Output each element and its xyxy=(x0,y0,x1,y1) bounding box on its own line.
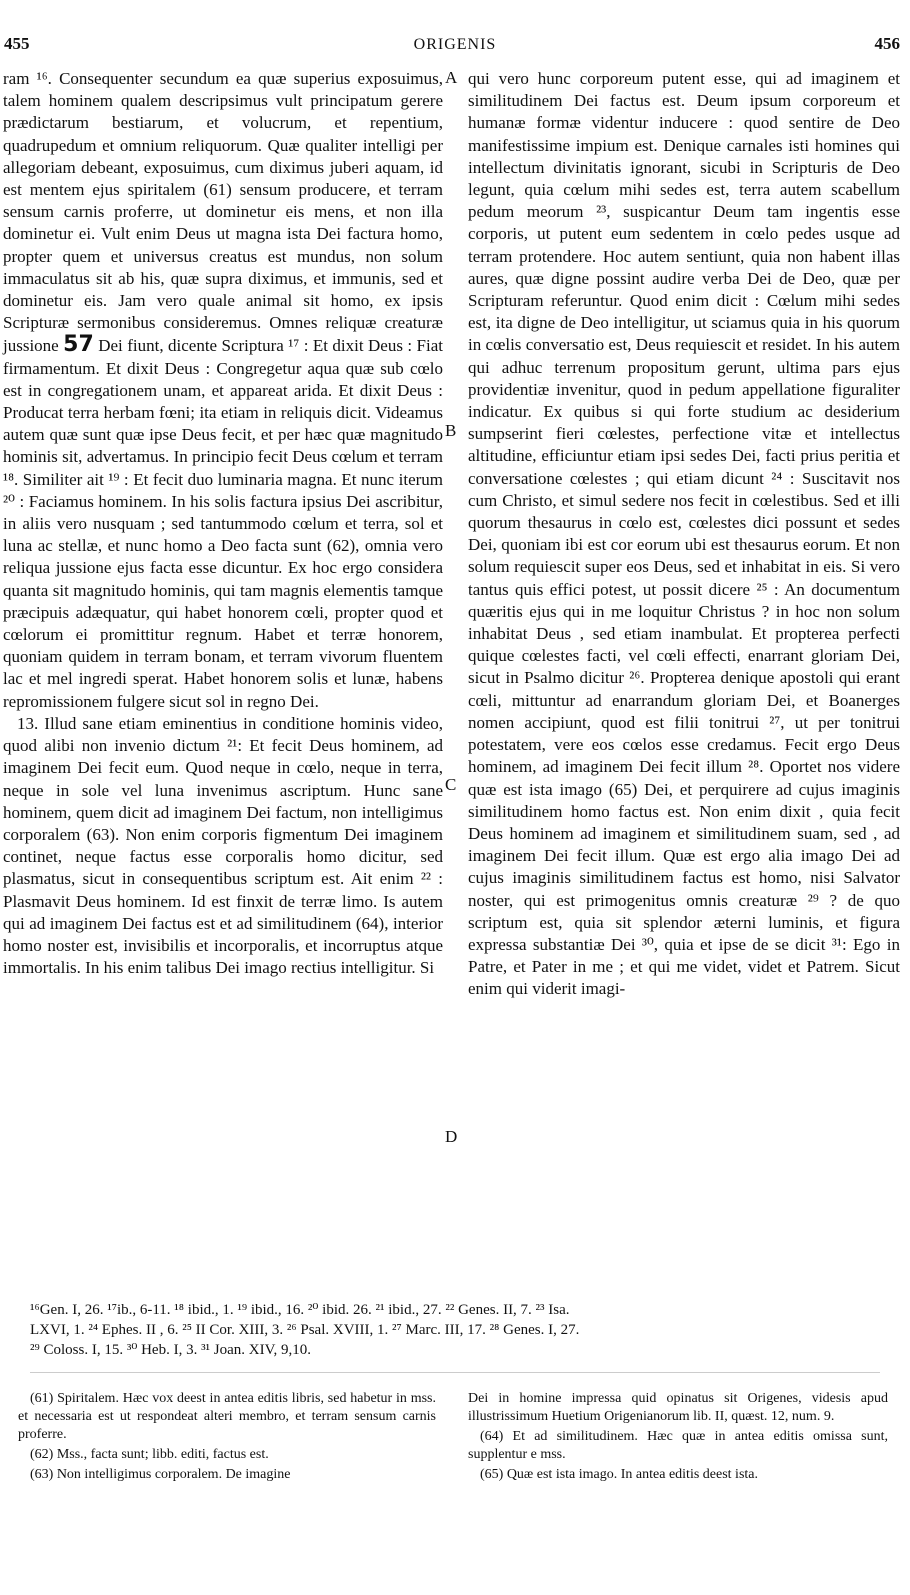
note: (65) Quæ est ista imago. In antea editis deest ista. xyxy=(480,1467,758,1482)
margin-letter-c: C xyxy=(445,775,457,794)
notes-left-column xyxy=(18,1390,436,1486)
notes-right-column xyxy=(468,1390,888,1486)
left-paragraph-2: 13. Illud sane etiam eminentius in conditione hominis video, quod alibi non invenio dictum ²¹: Et fecit Deus hominem, ad imaginem Dei fecit eum. Quod neque in cœlo, neque in terra, neque in sole vel luna invenimus ascriptum. Hunc sane hominem, quem dicit ad imaginem Dei factum, non intelligimus corporalem (63). Non enim corporis figmentum Dei imaginem continet, neque factus esse corporalis homo dicitur, sed plasmatus, sicut in consequentibus scriptum est. Ait enim ²² : Plasmavit Deus hominem. Id est finxit de terræ limo. Is autem qui ad imaginem Dei factus est et ad similitudinem (64), interior homo noster est, invisibilis et incorporalis, et incorruptus atque immortalis. In his enim talibus Dei imago rectius intelligitur. Si xyxy=(3,713,443,978)
right-column xyxy=(468,68,900,1001)
note: (61) Spiritalem. Hæc vox deest in antea editis libris, sed habetur in mss. et necessaria est ut respondeat alteri membro, et terram sensum carnis proferre. xyxy=(18,1391,436,1442)
page-number-right: 456 xyxy=(874,34,900,53)
note: (63) Non intelligimus corporalem. De imagine xyxy=(30,1467,291,1482)
note: (62) Mss., facta sunt; libb. editi, factus est. xyxy=(30,1447,269,1462)
reference-line: LXVI, 1. ²⁴ Ephes. II , 6. ²⁵ II Cor. XIII, 3. ²⁶ Psal. XVIII, 1. ²⁷ Marc. III, 17. ²⁸ Genes. I, 27. xyxy=(30,1322,580,1338)
margin-letter-d: D xyxy=(445,1127,458,1146)
left-paragraph-1: ram ¹⁶. Consequenter secundum ea quæ superius exposuimus, talem hominem qualem descripsimus vult principatum gerere prædictarum bestiarum, et volucrum, et repentium, quadrupedum et omnium reliquorum. Quæ qualiter intelligi per allegoriam debeant, exposuimus, cum diximus juberi aquam, id est mentem ejus spiritalem (61) sensum producere, et terram sensum carnis proferre, ut dominetur eis mens, et non illa dominetur ei. Vult enim Deus ut magna ista Dei factura homo, propter quem et universus creatus est mundus, non solum immaculatus sit ab his, quæ supra diximus, et immunis, sed et dominetur eis. Jam vero quale animal sit homo, ex ipsis Scripturæ sermonibus consideremus. Omnes reliquæ creaturæ jussione 57 Dei fiunt, dicente Scriptura ¹⁷ : Et dixit Deus : Fiat firmamentum. Et dixit Deus : Congregetur aqua quæ sub cœlo est in congregationem unam, et appareat arida. Et dixit Deus : Producat terra herbam fœni; ita etiam in reliquis dicit. Videamus autem quæ sunt quæ ipse Deus fecit, et per hæc quæ magnitudo hominis sit, advertamus. In principio fecit Deus cœlum et terram ¹⁸. Similiter ait ¹⁹ : Et fecit duo luminaria magna. Et nunc iterum ²⁰ : Faciamus hominem. In his solis factura ipsius Dei ascribitur, in aliis vero nusquam ; sed tantummodo cœlum et terra, sol et luna ac stellæ, et nunc homo a Deo facta sunt (62), omnia vero reliqua jussione ejus facta esse dicuntur. Ex hoc ergo considera quanta sit magnitudo hominis, qui tam magnis elementis tamque præcipuis adæquatur, qui habet honorem cœli, propter quod et cœlorum ei promittitur regnum. Habet et terræ honorem, quoniam quidem in terram bonam, et terram vivorum fluentem lac et mel ingredi sperat. Habet honorem solis et lunæ, habens repromissionem fulgere sicut sol in regno Dei. xyxy=(3,69,444,711)
note: (64) Et ad similitudinem. Hæc quæ in antea editis omissa sunt, supplentur e mss. xyxy=(468,1429,888,1462)
running-title: ORIGENIS xyxy=(413,36,497,53)
page-marker: 57 xyxy=(63,332,94,358)
note: Dei in homine impressa quid opinatus sit Origenes, videsis apud illustrissimum Huetium Origenianorum lib. II, quæst. 12, num. 9. xyxy=(468,1391,888,1424)
left-column xyxy=(3,68,443,979)
reference-line: ²⁹ Coloss. I, 15. ³⁰ Heb. I, 3. ³¹ Joan. XIV, 9,10. xyxy=(30,1342,312,1358)
reference-line: ¹⁶Gen. I, 26. ¹⁷ib., 6-11. ¹⁸ ibid., 1. ¹⁹ ibid., 16. ²⁰ ibid. 26. ²¹ ibid., 27. ²² Genes. II, 7. ²³ Isa. xyxy=(30,1302,570,1318)
right-paragraph-1: qui vero hunc corporeum putent esse, qui ad imaginem et similitudinem Dei factus est. Deum ipsum corporeum et humanæ formæ videntur inducere : quod sentire de Deo manifestissime impium est. Denique carnales isti homines qui intellectum divinitatis ignorant, sicubi in Scripturis de Deo legunt, quia cœlum mihi sedes est, terra autem scabellum pedum meorum ²³, suspicantur Deum tam ingentis esse corporis, ut putent eum sedentem in cœlo pedes usque ad terram protendere. Hoc autem sentiunt, quia non habent illas aures, quæ digne possint audire verba Dei de Deo, quæ per Scripturam referuntur. Quod enim dicit : Cœlum mihi sedes est, ita digne de Deo intelligitur, ut sciamus quia in his quorum in cœlis conversatio est, Deus requiescit et residet. In his autem qui adhuc terrenum propositum gerunt, ultima pars ejus providentiæ invenitur, quod in pedum appellatione figuraliter indicatur. Ex quibus si qui forte studium ac desiderium sumpserint fieri cœlestes, perfectione vitæ et intellectus altitudine, efficiuntur etiam ipsi sedes Dei, facti prius peritia et conversatione cœlestes ; qui etiam dicunt ²⁴ : Suscitavit nos cum Christo, et simul sedere nos fecit in cœlestibus. Sed et illi quorum thesaurus in cœlo est, cœlestes dici possunt et sedes Dei, quoniam ibi est cor eorum ubi est thesaurus eorum. Et non solum requiescit super eos Deus, sed et inhabitat in eis. Si vero tantus quis effici potest, ut possit dicere ²⁵ : An documentum quæritis ejus qui in me loquitur Christus ? in hoc non solum inhabitat Deus , sed etiam inambulat. Et propterea perfecti quique cœlestes facti, vel cœli effecti, enarrant gloriam Dei, sicut in Psalmo dicitur ²⁶. Propterea denique apostoli qui erant cœli, mittuntur ad enarrandum gloriam Dei, et Boanerges nomen accipiunt, quod est filii tonitrui ²⁷, ut per tonitrui potestatem, vere eos cœlos esse credamus. Fecit ergo Deus hominem, ad imaginem Dei fecit illum ²⁸. Oportet nos videre quæ est ista imago (65) Dei, et perquirere ad cujus imaginis similitudinem homo factus est. Non enim dixit , quia fecit Deus hominem ad imaginem et similitudinem suam, sed , ad imaginem Dei fecit illum. Quæ est ergo alia imago Dei ad cujus imaginis similitudinem factus est homo, nisi Salvator noster, qui est primogenitus omnis creaturæ ²⁹ ? de quo scriptum est, quia sit splendor æterni luminis, et figura expressa substantiæ Dei ³⁰, quia et ipse de se dicit ³¹: Ego in Patre, et Pater in me ; et qui me videt, videt et Patrem. Sicut enim qui viderit imagi- xyxy=(468,69,900,999)
margin-letter-b: B xyxy=(445,421,457,440)
page-header xyxy=(0,30,910,60)
footnote-divider xyxy=(30,1372,880,1373)
margin-letter-a: A xyxy=(445,68,458,87)
page-number-left: 455 xyxy=(4,34,30,53)
